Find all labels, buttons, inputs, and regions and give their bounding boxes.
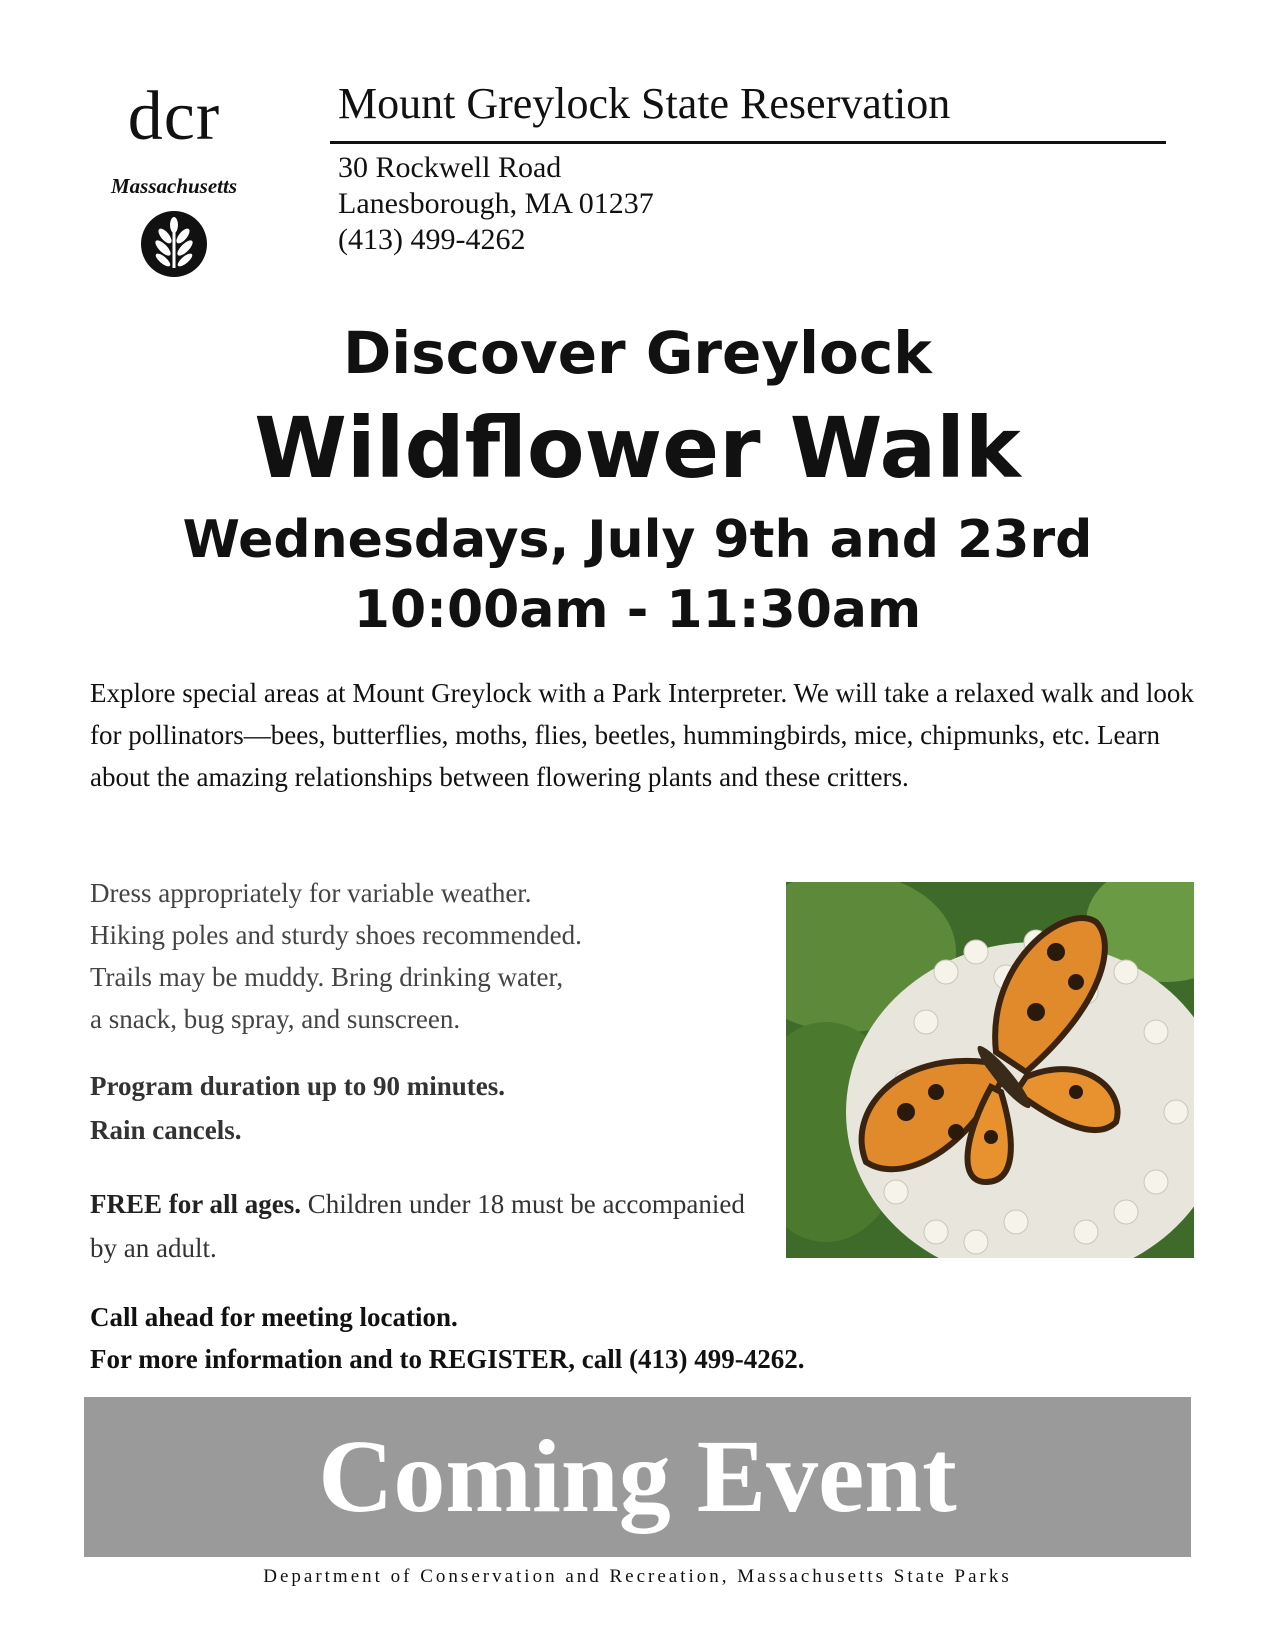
org-name: Mount Greylock State Reservation (338, 79, 951, 128)
leaf-circle-icon (140, 210, 208, 278)
event-dates: Wednesdays, July 9th and 23rd (182, 510, 1093, 570)
duration-notice (90, 1064, 770, 1152)
age-requirement: Children under 18 must be accompanied by an adult. (90, 1189, 745, 1263)
prep-line: Dress appropriately for variable weather. (90, 878, 532, 908)
address-line1: 30 Rockwell Road (338, 151, 562, 184)
call-ahead-text: Call ahead for meeting location. (90, 1302, 458, 1332)
logo-state: Massachusetts (110, 174, 238, 198)
header-divider (330, 141, 1166, 144)
dcr-logo (88, 78, 260, 282)
phone-number: (413) 499-4262 (338, 223, 526, 256)
address-line2: Lanesborough, MA 01237 (338, 187, 654, 220)
cost-notice (90, 1182, 770, 1270)
rain-text: Rain cancels. (90, 1115, 242, 1145)
register-text: For more information and to REGISTER, call (413) 499-4262. (90, 1344, 805, 1374)
prep-line: Trails may be muddy. Bring drinking water, (90, 962, 564, 992)
address-block (338, 150, 654, 258)
event-time: 10:00am - 11:30am (353, 580, 922, 640)
duration-text: Program duration up to 90 minutes. (90, 1071, 506, 1101)
footer-text: Department of Conservation and Recreation, Massachusetts State Parks (263, 1566, 1012, 1587)
butterfly-photo (786, 882, 1194, 1258)
preparation-text (90, 872, 770, 1040)
intro-paragraph: Explore special areas at Mount Greylock with a Park Interpreter. We will take a relaxed walk and look for pollinators—bees, butterflies, moths, flies, beetles, hummingbirds, mice, chipmunks, etc. Learn about the amazing relationships between flowering plants and these critters. (90, 678, 1194, 792)
registration-info (90, 1296, 1220, 1380)
prep-line: a snack, bug spray, and sunscreen. (90, 1004, 461, 1034)
event-series: Discover Greylock (343, 319, 932, 387)
free-text: FREE for all ages. (90, 1189, 301, 1219)
logo-wordmark: dcr (127, 78, 221, 155)
coming-event-banner (84, 1397, 1191, 1557)
event-title: Wildflower Walk (254, 399, 1021, 497)
prep-line: Hiking poles and sturdy shoes recommended. (90, 920, 582, 950)
banner-text: Coming Event (318, 1419, 957, 1534)
